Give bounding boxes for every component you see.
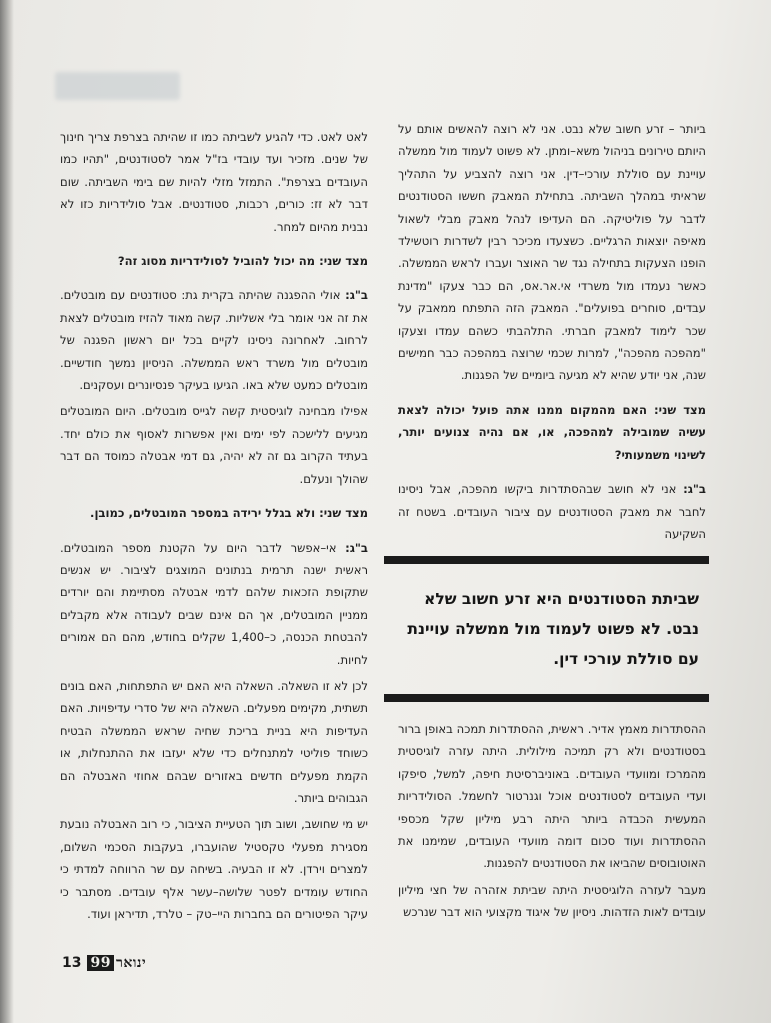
interviewer-question: מצד שני: האם מהמקום ממנו אתה פועל יכולה לצאת עשיה שמובילה למהפכה, או, אם נהיה צנועים יותר, לשינוי משמעותי? [398,402,706,462]
left-column [60,126,368,937]
pull-quote-text: שביתת הסטודנטים היא זרע חשוב שלא נבט. לא פשוט לעמוד מול ממשלה עויינת עם סוללת עורכי דין. [407,590,699,668]
paragraph: לכן לא זו השאלה. השאלה היא האם יש התפתחות, האם בונים תשתית, מקימים מפעלים. השאלה היא של סדרי עדיפויות. האם העדיפות היא בניית בריכת שחיה שראש הממשלה הבטיח כשוחד פוליטי למתנחלים כדי שלא יעזבו את ההתנחלות, או הקמת מפעלים חדשים באזורים שבהם אחוזי האבטלה הם הגבוהים ביותר. [60,678,368,805]
paragraph: מעבר לעזרה הלוגיסטית היתה שביתת אזהרה של חצי מיליון עובדים לאות הזדהות. ניסיון של איגוד מקצועי הוא דבר שנרכש [398,882,706,920]
interviewer-question: מצד שני: מה יכול להוביל לסולידריות מסוג זה? [117,254,368,269]
answer-text: אי–אפשר לדבר היום על הקטנת מספר המובטלים. ראשית ישנה תרמית בנתונים המוצגים לציבור. יש אנשים שתקופת הזכאות שלהם לדמי אבטלה מסתיימת והם יורדים ממניין המובטלים, אך הם אינם שבים לעבודה אלא מקבלים להבטחת הכנסה, כ–1,400 שקלים בחודש, מהם הם אמורים לחיות. [60,540,368,667]
page-folio [62,952,146,974]
answer-text: אני לא חושב שבהסתדרות ביקשו מהפכה, אבל ניסינו לחבר את מאבק הסטודנטים עם ציבור העובדים. בשטח זה השקיעה [398,482,706,541]
pull-quote-rule-bottom [384,694,709,702]
interviewer-question: מצד שני: ולא בגלל ירידה במספר המובטלים, כמובן. [90,506,368,521]
paragraph: ביותר – זרע חשוב שלא נבט. אני לא רוצה להאשים אותם על היותם טירונים בניהול משא–ומתן. לא פשוט לעמוד מול ממשלה עויינת עם סוללת עורכי–דין. אני רוצה להצביע על התהליך שראיתי במהלך השביתה. בתחילת המאבק חששו הסטודנטים לדבר על פוליטיקה. הם העדיפו לנהל מאבק מבלי לשאול מאיפה יוצאות הרגליים. כשצעדו מכיכר רבין לשדרות רוטשילד הופנו הצעקות בתחילה נגד שר האוצר ועברו לראש הממשלה. כאשר נעמדו מול משרדי אי.אר.אס, הם כבר צעקו "מדינת עבדים, סוחרים בפועלים". המאבק הזה התפתח ממאבק על שכר לימוד למאבק חברתי. התלהבתי כשהם עמדו וצעקו "מהפכה מהפכה", למרות שכמי שרוצה במהפכה כבר חמישים שנה, אני יודע שהיא לא מגיעה ביומיים של הפגנות. [398,122,706,383]
answer-text: אולי ההפגנה שהיתה בקרית גת: סטודנטים עם מובטלים. את זה אני אומר בלי אשליות. קשה מאוד להזיז מובטלים לצאת לרחוב. לאחרונה ניסינו לקיים בכל יום ראשון הפגנה של מובטלים מול משרד ראש הממשלה. הניסיון נמשך חודשיים. מובטלים כמעט שלא באו. הגיעו בעיקר פנסיונרים ועסקנים. [60,288,368,393]
header-smudge [55,72,180,100]
issue-year: 99 [87,955,113,971]
paragraph: לאט לאט. כדי להגיע לשביתה כמו זו שהיתה בצרפת צריך חינוך של שנים. מזכיר ועד עובדי בז"ל אמר לסטודנטים, "תהיו כמו העובדים בצרפת". התמזל מזלי להיות שם בימי השביתה. שום דבר לא זז: כורים, רכבות, סטודנטים. אבל סולידריות כזו לא נבנית מהיום למחר. [60,130,368,234]
issue-month: ינואר [115,954,147,971]
issue-label [87,955,146,972]
speaker-label: ב"ג: [345,540,369,555]
right-column-lower [398,718,706,936]
page-shadow [0,0,14,1023]
speaker-label: ב"ג: [683,482,706,497]
right-column-upper [398,118,706,557]
pull-quote [384,556,709,702]
paragraph: אפילו מבחינה לוגיסטית קשה לגייס מובטלים. היום המובטלים מגיעים ללישכה לפי ימים ואין אפשרות לאסוף את כולם יחד. בעתיד הקרוב גם זה לא יהיה, גם דמי אבטלה כמוסד הם דבר שהולך ונעלם. [60,404,368,486]
speaker-label: ב"ג: [345,288,369,303]
pull-quote-rule-top [384,556,709,564]
page-number: 13 [62,955,82,971]
paragraph: יש מי שחושב, ושוב תוך הטעיית הציבור, כי רוב האבטלה נובעת מסגירת מפעלי טקסטיל שהועברו, בעקבות הסכמי השלום, למצרים וירדן. לא זו הבעיה. בשיחה עם שר הרווחה למדתי כי החודש עומדים לפטר שלושה–עשר אלף עובדים. מסתבר כי עיקר הפיטורים הם בחברות היי–טק – טלרד, תדיראן ועוד. [60,817,368,921]
paragraph: ההסתדרות מאמץ אדיר. ראשית, ההסתדרות תמכה באופן ברור בסטודנטים ולא רק תמיכה מילולית. היתה עזרה לוגיסטית מהמרכז ומוועדי העובדים. באוניברסיטת חיפה, למשל, סיפקו ועדי העובדים לסטודנטים אוכל וגנרטור לחשמל. הסולידריות המעשית הכבדה ביותר היתה רבע מיליון שקל מכספי ההסתדרות ועוד סכום דומה מוועדי העובדים, שמימנו את האוטובוסים שהביאו את הסטודנטים להפגנות. [398,722,706,871]
answer-paragraph [60,537,368,671]
answer-paragraph [398,478,706,545]
answer-paragraph [60,284,368,396]
